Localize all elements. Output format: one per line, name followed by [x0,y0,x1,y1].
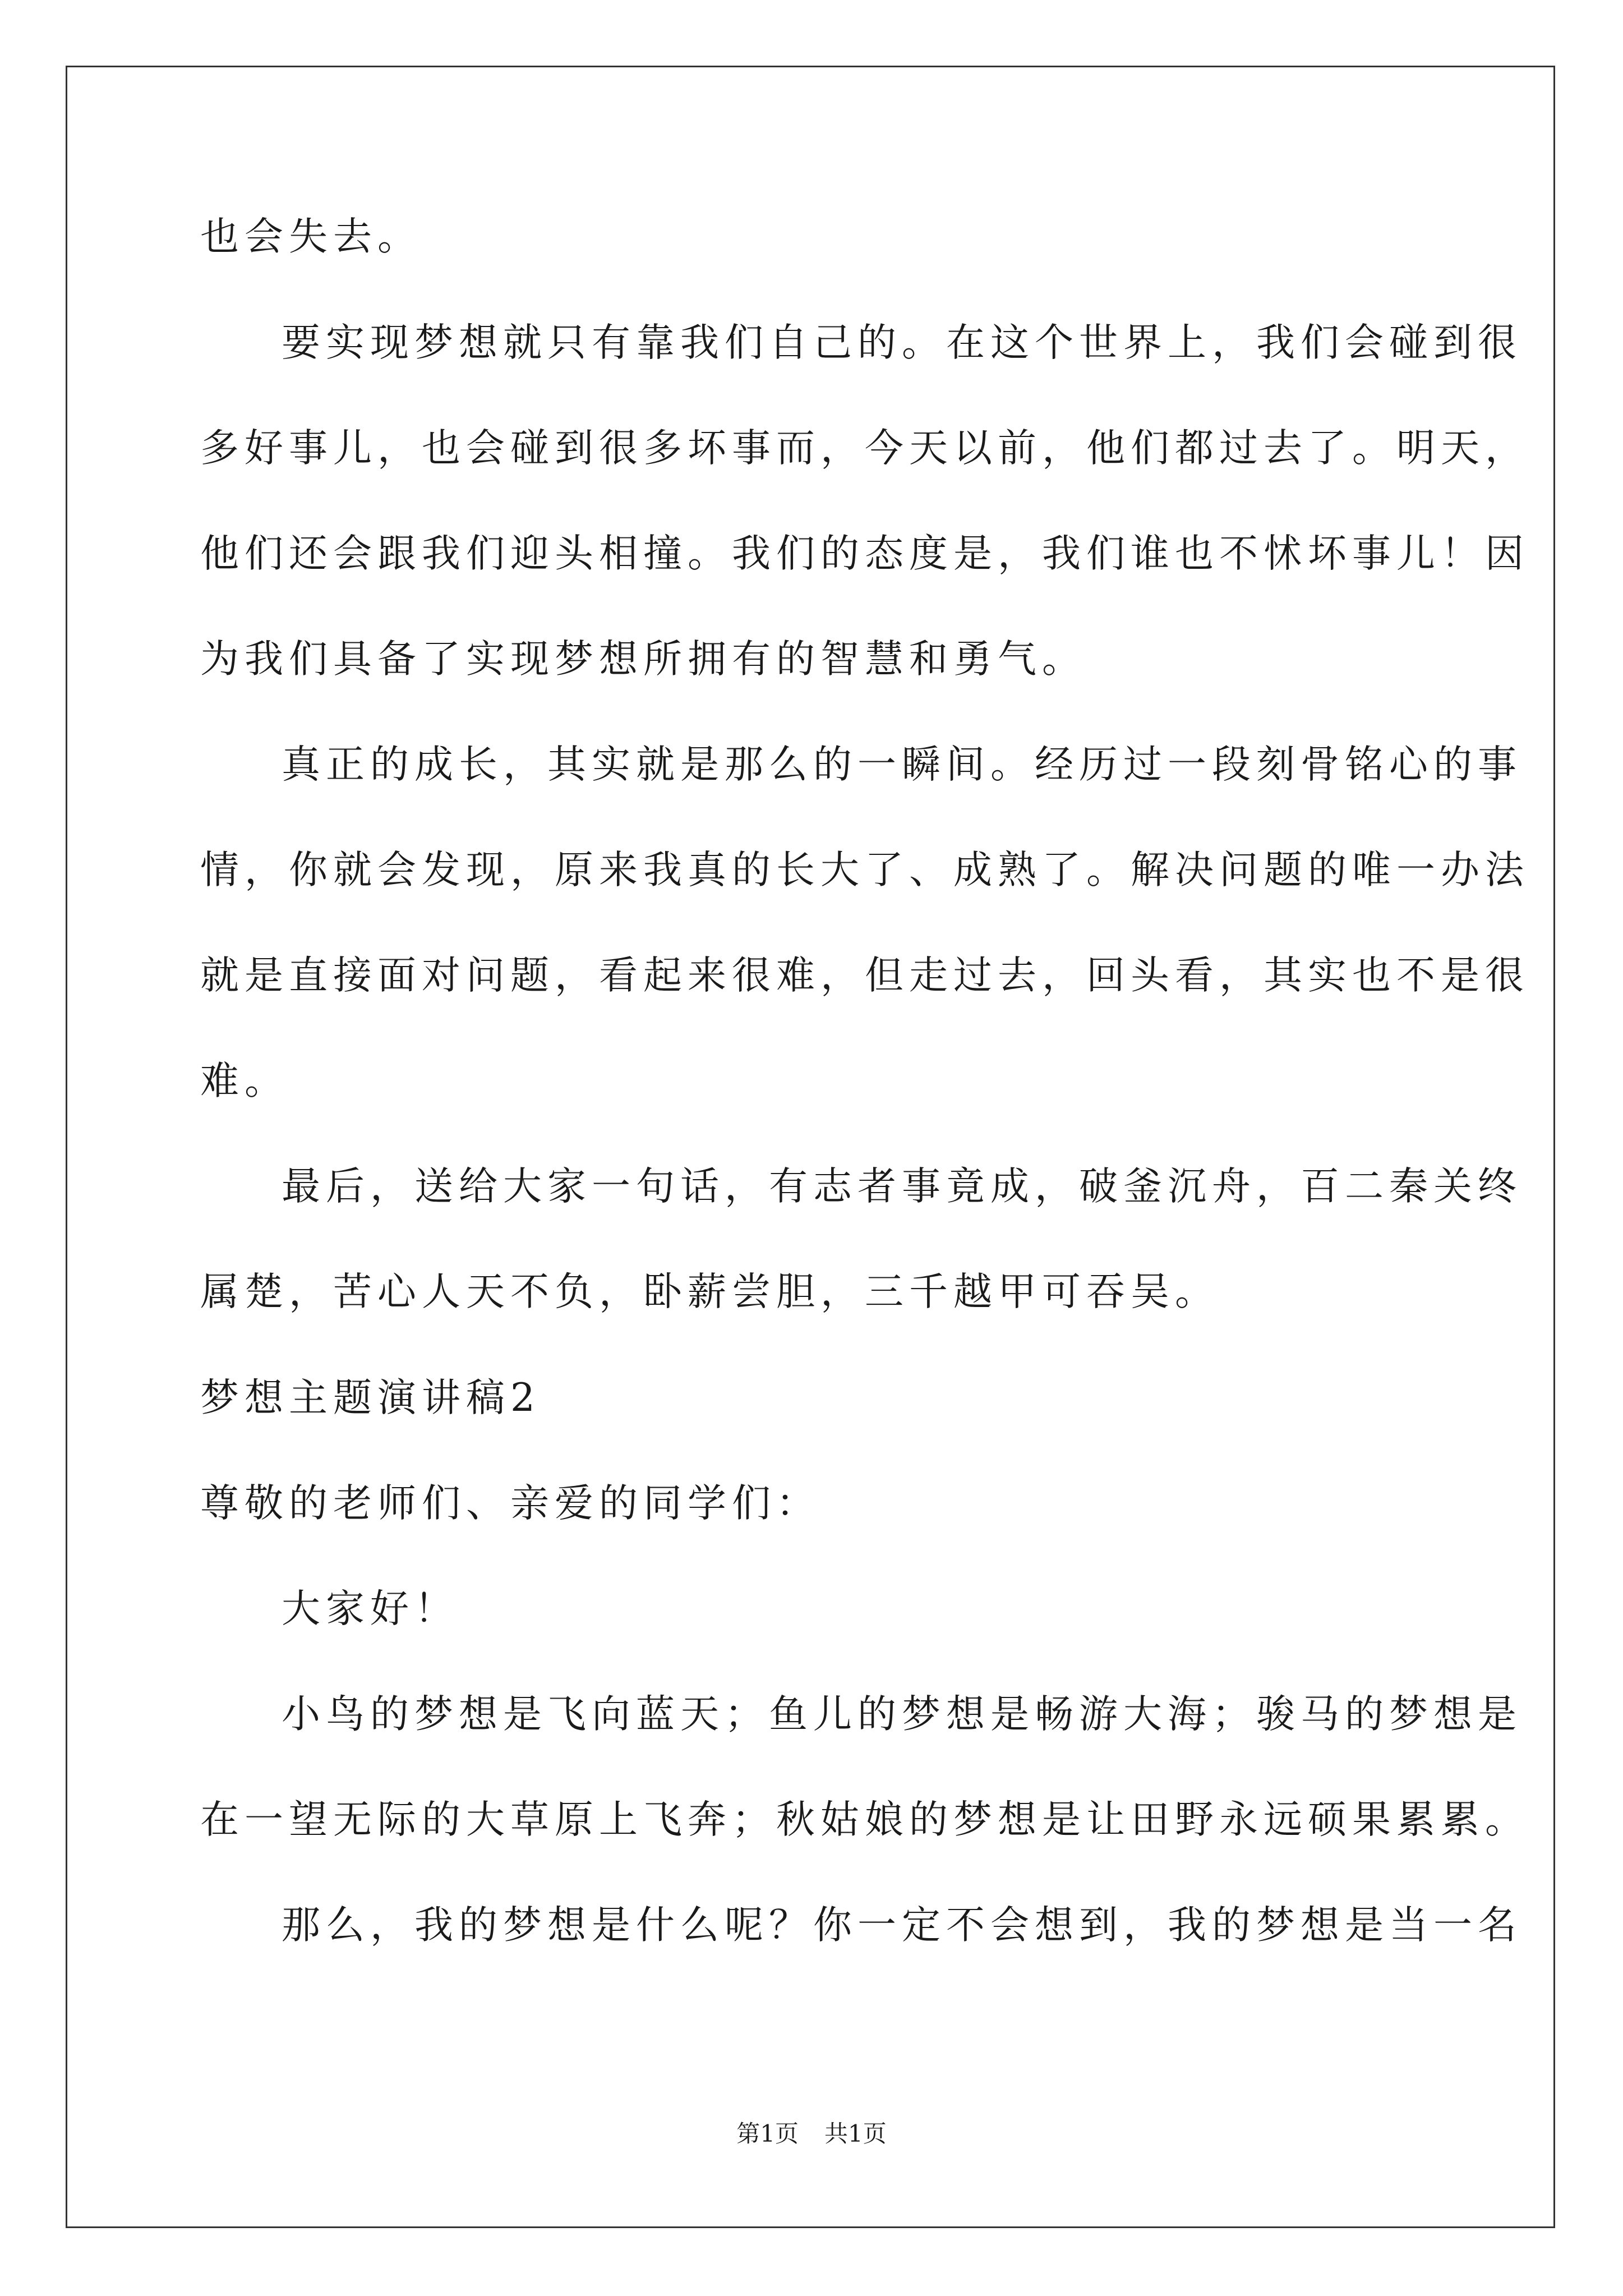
text-line: 他们还会跟我们迎头相撞。我们的态度是，我们谁也不怵坏事儿！因 [200,531,1529,576]
text-line: 就是直接面对问题，看起来很难，但走过去，回头看，其实也不是很 [200,953,1529,998]
text-line: 多好事儿，也会碰到很多坏事而，今天以前，他们都过去了。明天， [200,426,1529,471]
text-line: 最后，送给大家一句话，有志者事竟成，破釜沉舟，百二秦关终 [282,1164,1522,1209]
salutation: 尊敬的老师们、亲爱的同学们： [200,1481,820,1526]
text-line: 为我们具备了实现梦想所拥有的智慧和勇气。 [200,637,1086,682]
text-line: 小鸟的梦想是飞向蓝天；鱼儿的梦想是畅游大海；骏马的梦想是 [282,1692,1522,1737]
text-line: 要实现梦想就只有靠我们自己的。在这个世界上，我们会碰到很 [282,320,1522,365]
text-line: 属楚，苦心人天不负，卧薪尝胆，三千越甲可吞吴。 [200,1269,1219,1314]
section-heading: 梦想主题演讲稿2 [200,1375,541,1420]
text-line: 也会失去。 [200,214,422,259]
text-line: 那么，我的梦想是什么呢？你一定不会想到，我的梦想是当一名 [282,1903,1522,1948]
text-line: 情，你就会发现，原来我真的长大了、成熟了。解决问题的唯一办法 [200,848,1529,892]
text-line: 真正的成长，其实就是那么的一瞬间。经历过一段刻骨铭心的事 [282,742,1522,787]
text-line: 在一望无际的大草原上飞奔；秋姑娘的梦想是让田野永远硕果累累。 [200,1797,1529,1842]
text-line: 难。 [200,1059,289,1103]
page-footer [0,2118,1623,2150]
page-number-total: 共1页 [824,2120,887,2147]
greeting: 大家好！ [282,1586,459,1631]
page-number-current: 第1页 [736,2120,799,2147]
